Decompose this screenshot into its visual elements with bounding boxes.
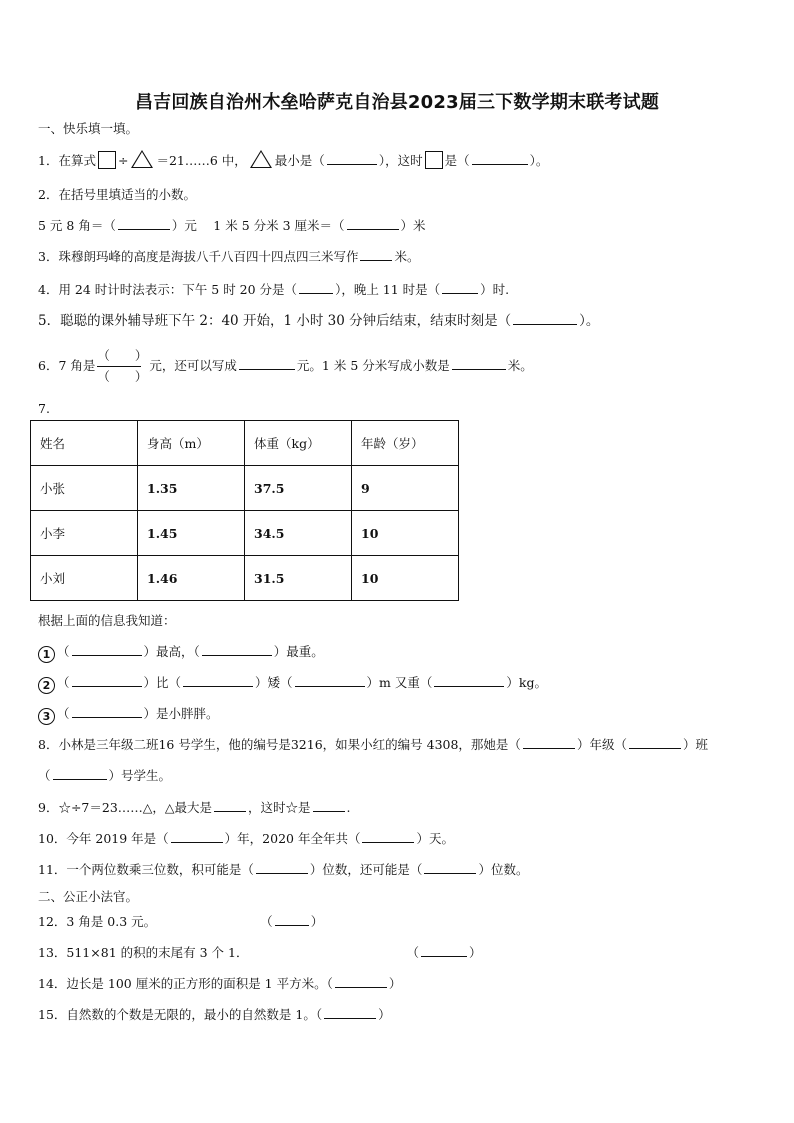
question-7-part-1: 1 （ ）最高，（ ）最重。 — [38, 643, 324, 663]
answer-blank[interactable] — [472, 152, 528, 165]
table-header-row — [31, 421, 459, 466]
table-header-cell: 姓名 — [31, 421, 138, 466]
triangle-icon — [131, 150, 153, 168]
question-10: 10．今年 2019 年是（ ）年，2020 年全年共（ ）天。 — [38, 831, 454, 846]
table-cell: 1.46 — [138, 556, 245, 601]
answer-blank[interactable] — [324, 1006, 376, 1019]
question-2-items: 5 元 8 角＝（ ）元 1 米 5 分米 3 厘米＝（ ）米 — [38, 218, 426, 233]
answer-blank[interactable] — [239, 357, 295, 370]
answer-blank[interactable] — [183, 674, 253, 687]
question-6: 6．7 角是 $\frac{( )}{( )}$ 元，还可以写成 元。1 米 5 分米写成小数是 米。 — [38, 348, 533, 384]
answer-blank[interactable] — [335, 975, 387, 988]
table-cell: 小李 — [31, 511, 138, 556]
table-cell: 37.5 — [245, 466, 352, 511]
question-7: 7. — [38, 401, 50, 416]
answer-blank[interactable] — [424, 861, 476, 874]
table-cell: 小刘 — [31, 556, 138, 601]
answer-blank[interactable] — [295, 674, 365, 687]
square-icon — [425, 151, 443, 169]
table-cell: 10 — [352, 511, 459, 556]
answer-blank[interactable] — [256, 861, 308, 874]
page-title: 昌吉回族自治州木垒哈萨克自治县2023届三下数学期末联考试题 — [134, 92, 660, 113]
table-cell: 10 — [352, 556, 459, 601]
answer-blank[interactable] — [202, 643, 272, 656]
question-12: 12．3 角是 0.3 元。 （ ） — [38, 914, 324, 929]
table-cell: 31.5 — [245, 556, 352, 601]
question-1: 1．在算式 ÷ ＝21……6 中， 最小是（ ），这时 是（ ）。 — [38, 150, 548, 170]
answer-blank[interactable] — [629, 736, 681, 749]
answer-blank[interactable] — [171, 830, 223, 843]
question-7-info: 根据上面的信息我知道： — [38, 613, 176, 628]
answer-blank[interactable] — [347, 217, 399, 230]
answer-blank[interactable] — [513, 312, 577, 325]
question-5: 5．聪聪的课外辅导班下午 2：40 开始，1 小时 30 分钟后结束，结束时刻是（ ）。 — [38, 313, 600, 329]
table-cell: 1.35 — [138, 466, 245, 511]
answer-blank[interactable] — [362, 830, 414, 843]
question-8: 8．小林是三年级二班16 号学生，他的编号是3216，如果小红的编号 4308，那她是（ ）年级（ ）班 — [38, 737, 708, 752]
question-7-part-3: 3 （ ）是小胖胖。 — [38, 705, 219, 725]
answer-blank[interactable] — [442, 281, 478, 294]
fraction: $\frac{( )}{( )}$ — [97, 348, 148, 384]
circled-number-3: 3 — [38, 708, 55, 725]
table-header-cell: 身高（m） — [138, 421, 245, 466]
table-cell: 1.45 — [138, 511, 245, 556]
section-2-heading: 二、公正小法官。 — [38, 889, 139, 904]
circled-number-1: 1 — [38, 646, 55, 663]
answer-blank[interactable] — [72, 643, 142, 656]
answer-blank[interactable] — [523, 736, 575, 749]
answer-blank[interactable] — [434, 674, 504, 687]
answer-blank[interactable] — [452, 357, 506, 370]
table-row — [31, 511, 459, 556]
question-4: 4．用 24 时计时法表示：下午 5 时 20 分是（ ），晚上 11 时是（ ）时. — [38, 282, 510, 297]
question-7-part-2: 2 （ ）比（ ）矮（ ）m 又重（ ）kg。 — [38, 674, 547, 694]
answer-blank[interactable] — [360, 248, 392, 261]
table-cell: 9 — [352, 466, 459, 511]
table-header-cell: 体重（kg） — [245, 421, 352, 466]
answer-blank[interactable] — [214, 799, 246, 812]
table-cell: 小张 — [31, 466, 138, 511]
answer-blank[interactable] — [53, 767, 107, 780]
question-2: 2．在括号里填适当的小数。 — [38, 187, 196, 202]
answer-blank[interactable] — [327, 152, 377, 165]
section-1-heading: 一、快乐填一填。 — [38, 121, 139, 136]
question-3: 3．珠穆朗玛峰的高度是海拔八千八百四十四点四三米写作 米。 — [38, 249, 420, 264]
answer-blank[interactable] — [72, 705, 142, 718]
question-15: 15．自然数的个数是无限的，最小的自然数是 1。（ ） — [38, 1007, 391, 1022]
data-table — [30, 420, 459, 601]
question-11: 11．一个两位数乘三位数，积可能是（ ）位数，还可能是（ ）位数。 — [38, 862, 529, 877]
answer-blank[interactable] — [275, 913, 309, 926]
table-cell: 34.5 — [245, 511, 352, 556]
square-icon — [98, 151, 116, 169]
table-row — [31, 466, 459, 511]
answer-blank[interactable] — [72, 674, 142, 687]
answer-blank[interactable] — [313, 799, 345, 812]
circled-number-2: 2 — [38, 677, 55, 694]
table-row — [31, 556, 459, 601]
answer-blank[interactable] — [118, 217, 170, 230]
triangle-icon — [250, 150, 272, 168]
table-header-cell: 年龄（岁） — [352, 421, 459, 466]
answer-blank[interactable] — [299, 281, 333, 294]
answer-blank[interactable] — [421, 944, 467, 957]
question-8-continued: （ ）号学生。 — [38, 768, 172, 783]
question-14: 14．边长是 100 厘米的正方形的面积是 1 平方米。（ ） — [38, 976, 402, 991]
question-9: 9．☆÷7＝23……△，△最大是 ，这时☆是 . — [38, 800, 351, 815]
question-13: 13．511×81 的积的末尾有 3 个 1． （ ） — [38, 945, 482, 960]
